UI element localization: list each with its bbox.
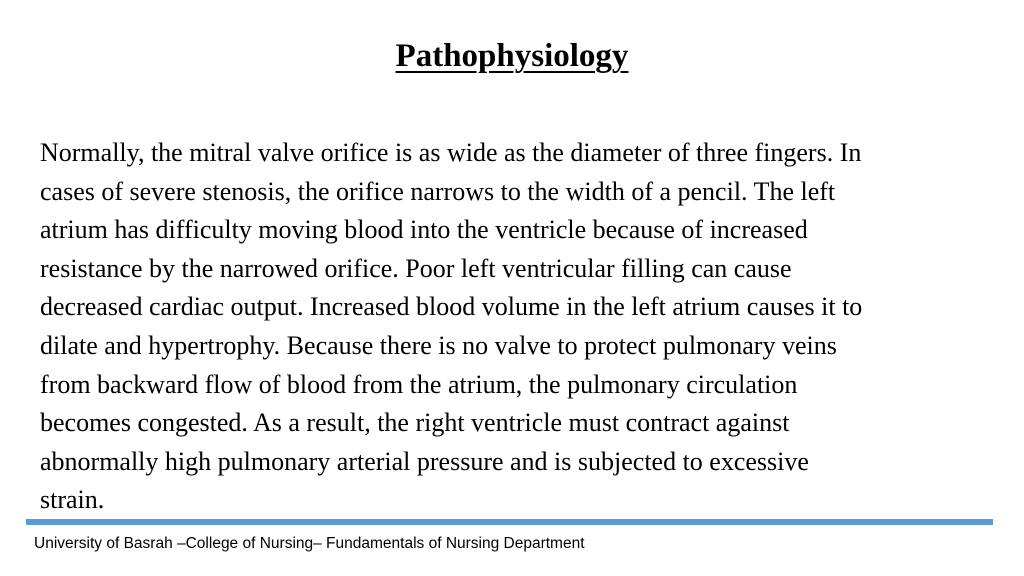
- body-line: Normally, the mitral valve orifice is as wide as the diameter of three fingers. In: [40, 138, 862, 167]
- body-line: cases of severe stenosis, the orifice narrows to the width of a pencil. The left: [40, 176, 836, 206]
- body-line: strain.: [40, 485, 105, 515]
- footer-text: University of Basrah –College of Nursing– Fundamentals of Nursing Department: [34, 535, 585, 552]
- slide-title: Pathophysiology: [395, 38, 629, 74]
- body-line: abnormally high pulmonary arterial pressure and is subjected to excessive: [40, 446, 809, 476]
- body-line: atrium has difficulty moving blood into the ventricle because of increased: [40, 215, 808, 245]
- footer-divider: [26, 519, 993, 525]
- body-line: becomes congested. As a result, the right ventricle must contract against: [40, 408, 790, 438]
- body-line: decreased cardiac output. Increased blood volume in the left atrium causes it to: [40, 292, 863, 322]
- body-line: dilate and hypertrophy. Because there is no valve to protect pulmonary veins: [40, 330, 837, 360]
- body-line: resistance by the narrowed orifice. Poor left ventricular filling can cause: [40, 253, 792, 283]
- body-line: from backward flow of blood from the atrium, the pulmonary circulation: [40, 369, 798, 399]
- body-paragraph: [40, 134, 995, 520]
